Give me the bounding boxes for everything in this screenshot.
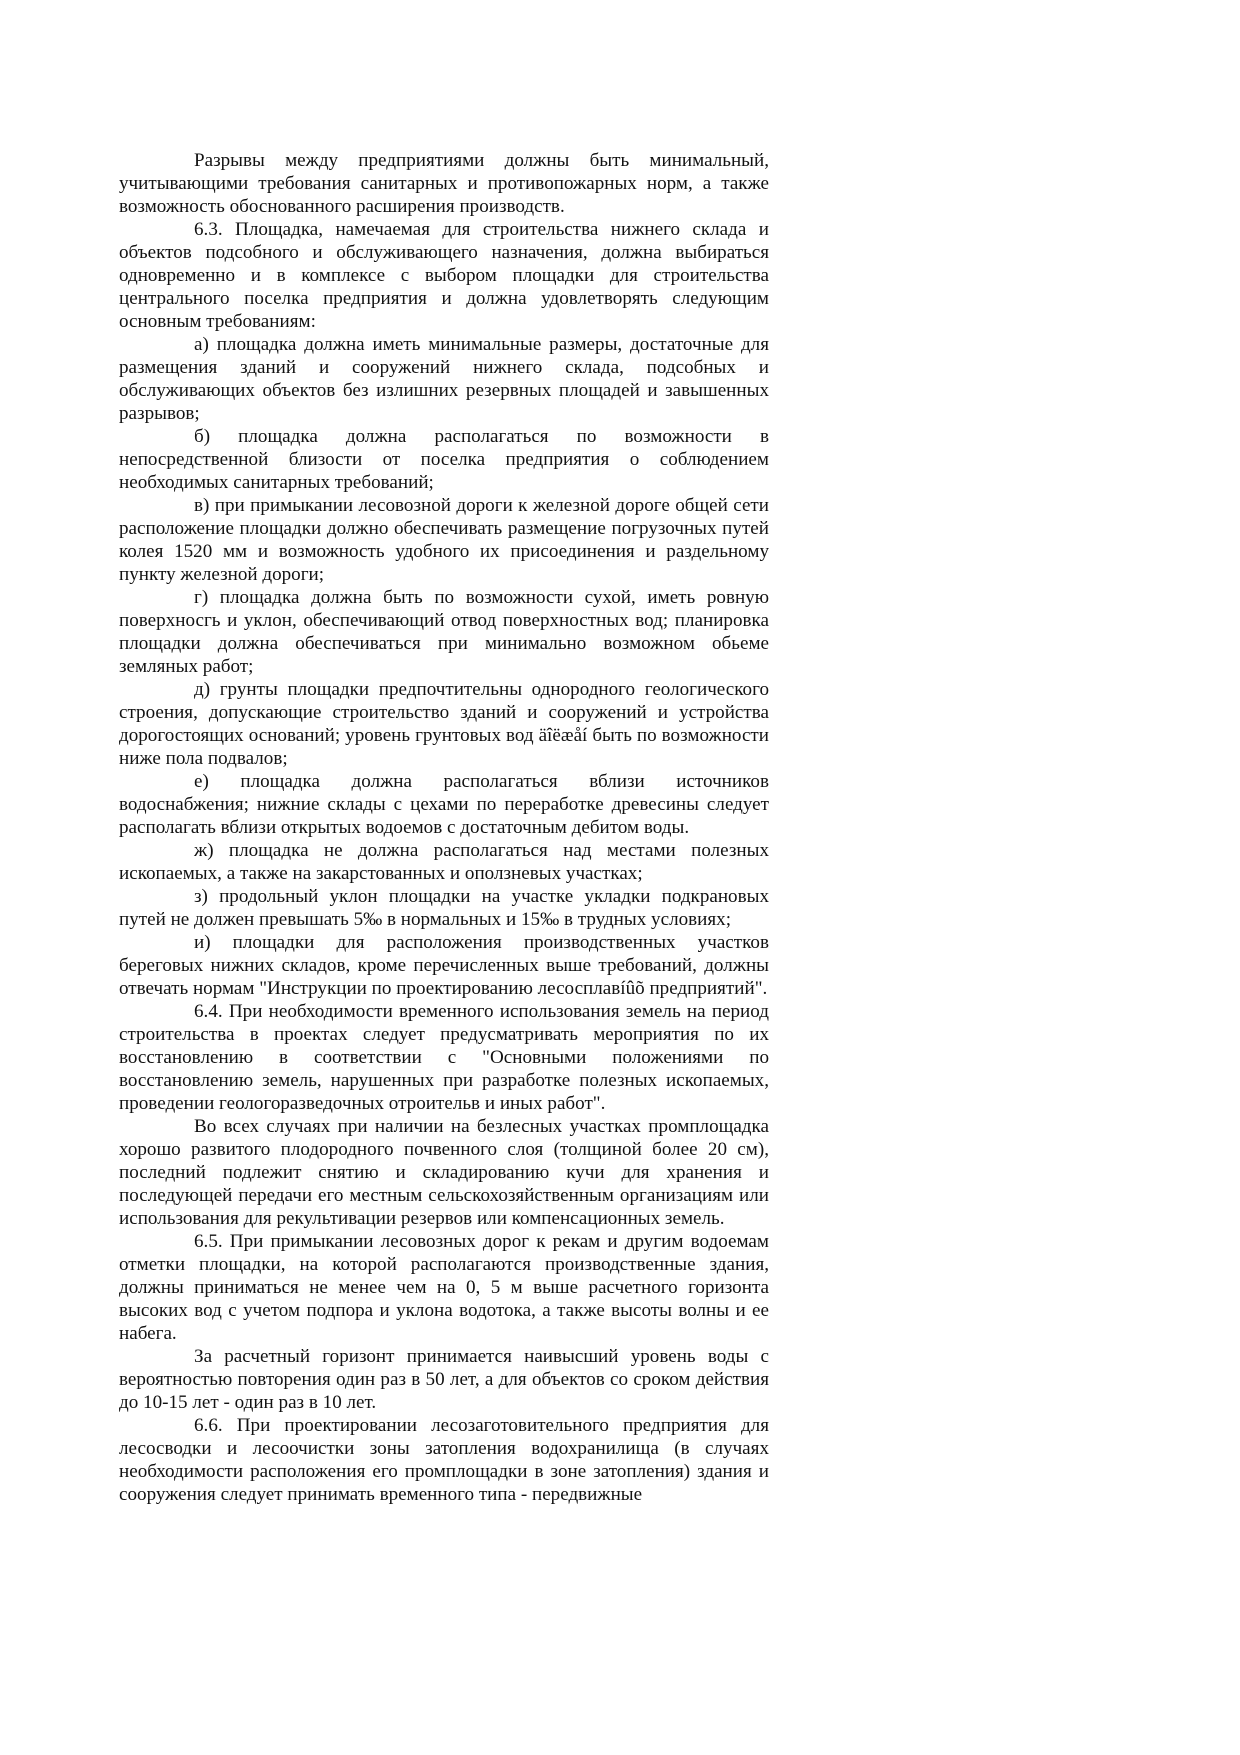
- paragraph-item-g: г) площадка должна быть по возможности сухой, иметь ровную поверхносгь и уклон, обеспечивающий отвод поверхностных вод; планировка площадки должна обеспечиваться при минимально возможном обьеме земляных работ;: [119, 587, 769, 677]
- paragraph-item-b: б) площадка должна располагаться по возможности в непосредственной близости от поселка предприятия о соблюдением необходимых санитарных требований;: [119, 426, 769, 493]
- paragraph-6-5: 6.5. При примыкании лесовозных дорог к рекам и другим водоемам отметки площадки, на которой располагаются производственные здания, должны приниматься не менее чем на 0, 5 м выше расчетного горизонта высоких вод с учетом подпора и уклона водотока, а также высоты волны и ее набега.: [119, 1231, 769, 1344]
- paragraph-item-d: д) грунты площадки предпочтительны однородного геологического строения, допускающие строительство зданий и сооружений и устройства дорогостоящих оснований; уровень грунтовых вод äîëæåí быть по возможности ниже пола подвалов;: [119, 679, 769, 769]
- paragraph-6-4: 6.4. При необходимости временного использования земель на период строительства в проектах следует предусматривать мероприятия по их восстановлению в соответствии с "Основными положениями по восстановлению земель, нарушенных при разработке полезных ископаемых, проведении геологоразведочных отроительв и иных работ".: [119, 1001, 769, 1114]
- paragraph-gaps: Разрывы между предприятиями должны быть минимальный, учитывающими требования санитарных и противопожарных норм, а также возможность обоснованного расширения производств.: [119, 150, 769, 217]
- paragraph-soil-layer: Во всех случаях при наличии на безлесных участках промплощадка хорошо развитого плодородного почвенного слоя (толщиной более 20 см), последний подлежит снятию и складированию кучи для хранения и последующей передачи его местным сельскохозяйственным организациям или использования для рекультивации резервов или компенсационных земель.: [119, 1116, 769, 1229]
- document-page: [119, 149, 769, 1506]
- paragraph-design-horizon: За расчетный горизонт принимается наивысший уровень воды с вероятностью повторения один раз в 50 лет, а для объектов со сроком действия до 10-15 лет - один раз в 10 лет.: [119, 1346, 769, 1413]
- paragraph-item-z: з) продольный уклон площадки на участке укладки подкрановых путей не должен превышать 5‰ в нормальных и 15‰ в трудных условиях;: [119, 886, 769, 930]
- paragraph-item-i: и) площадки для расположения производственных участков береговых нижних складов, кроме перечисленных выше требований, должны отвечать нормам "Инструкции по проектированию лесосплавíûõ предприятий".: [119, 932, 769, 999]
- paragraph-6-3: 6.3. Площадка, намечаемая для строительства нижнего склада и объектов подсобного и обслуживающего назначения, должна выбираться одновременно и в комплексе с выбором площадки для строительства центрального поселка предприятия и должна удовлетворять следующим основным требованиям:: [119, 219, 769, 332]
- paragraph-item-v: в) при примыкании лесовозной дороги к железной дороге общей сети расположение площадки должно обеспечивать размещение погрузочных путей колея 1520 мм и возможность удобного их присоединения и раздельному пункту железной дороги;: [119, 495, 769, 585]
- paragraph-item-e: е) площадка должна располагаться вблизи источников водоснабжения; нижние склады с цехами по переработке древесины следует располагать вблизи открытых водоемов с достаточным дебитом воды.: [119, 771, 769, 838]
- paragraph-6-6: 6.6. При проектировании лесозаготовительного предприятия для лесосводки и лесоочистки зоны затопления водохранилища (в случаях необходимости расположения его промплощадки в зоне затопления) здания и сооружения следует принимать временного типа - передвижные: [119, 1415, 769, 1505]
- paragraph-item-a: а) площадка должна иметь минимальные размеры, достаточные для размещения зданий и сооружений нижнего склада, подсобных и обслуживающих объектов без излишних резервных площадей и завышенных разрывов;: [119, 334, 769, 424]
- paragraph-item-zh: ж) площадка не должна располагаться над местами полезных ископаемых, а также на закарстованных и оползневых участках;: [119, 840, 769, 884]
